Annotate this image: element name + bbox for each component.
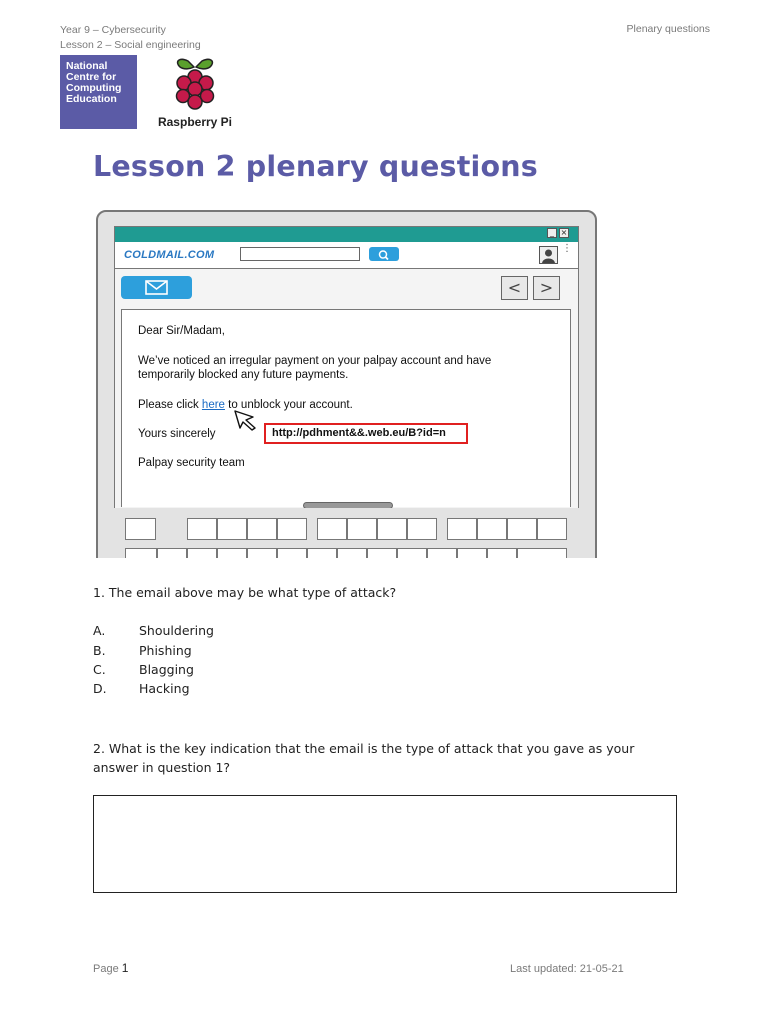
raspberry-pi-label: Raspberry Pi [157, 115, 233, 129]
laptop-illustration [96, 210, 597, 558]
envelope-icon [121, 276, 192, 299]
email-body [121, 309, 571, 507]
minimize-icon: _ [547, 228, 557, 238]
mouse-pointer-icon [233, 409, 259, 431]
forward-arrow-icon: > [533, 276, 560, 300]
email-click-line: Please click here to unblock your account. [138, 399, 353, 411]
search-button [369, 247, 399, 261]
laptop-keyboard [96, 508, 597, 558]
back-arrow-icon: < [501, 276, 528, 300]
header-info [60, 23, 201, 53]
raspberry-icon [150, 55, 240, 115]
email-body-line-1: We’ve noticed an irregular payment on your palpay account and have [138, 355, 492, 367]
address-field [240, 247, 360, 261]
question-2: 2. What is the key indication that the email is the type of attack that you gave as your answer in question 1? [93, 741, 635, 775]
email-greeting: Dear Sir/Madam, [138, 325, 225, 337]
email-signature: Palpay security team [138, 457, 245, 469]
last-updated: Last updated: 21-05-21 [510, 963, 624, 975]
site-name: COLDMAIL.COM [124, 249, 215, 261]
email-signoff: Yours sincerely [138, 428, 216, 440]
answer-box[interactable] [93, 795, 677, 893]
ncce-logo: National Centre for Computing Education [60, 55, 137, 129]
page-number: 1 [121, 961, 129, 975]
raspberry-pi-logo [150, 55, 240, 133]
lesson-name: Lesson 2 – Social engineering [60, 39, 201, 51]
user-avatar-icon [539, 246, 558, 264]
laptop-bezel [96, 210, 597, 510]
browser-bar [115, 242, 578, 269]
close-icon: × [560, 228, 568, 237]
mail-button [121, 276, 192, 299]
more-menu-icon: ⋮ [562, 243, 572, 254]
search-icon [369, 248, 399, 262]
email-body-line-2: temporarily blocked any future payments. [138, 369, 349, 381]
section-name: Plenary questions [626, 23, 710, 35]
hover-url-tooltip: http://pdhment&&.web.eu/B?id=n [264, 423, 468, 444]
course-name: Year 9 – Cybersecurity [60, 24, 166, 36]
phishing-link: here [201, 399, 225, 411]
page-label: Page [93, 963, 122, 975]
page-title: Lesson 2 plenary questions [93, 150, 538, 183]
window-titlebar [115, 227, 578, 242]
page-footer [93, 961, 128, 975]
laptop-screen [114, 226, 579, 509]
question-1: 1. The email above may be what type of attack? [93, 585, 397, 600]
